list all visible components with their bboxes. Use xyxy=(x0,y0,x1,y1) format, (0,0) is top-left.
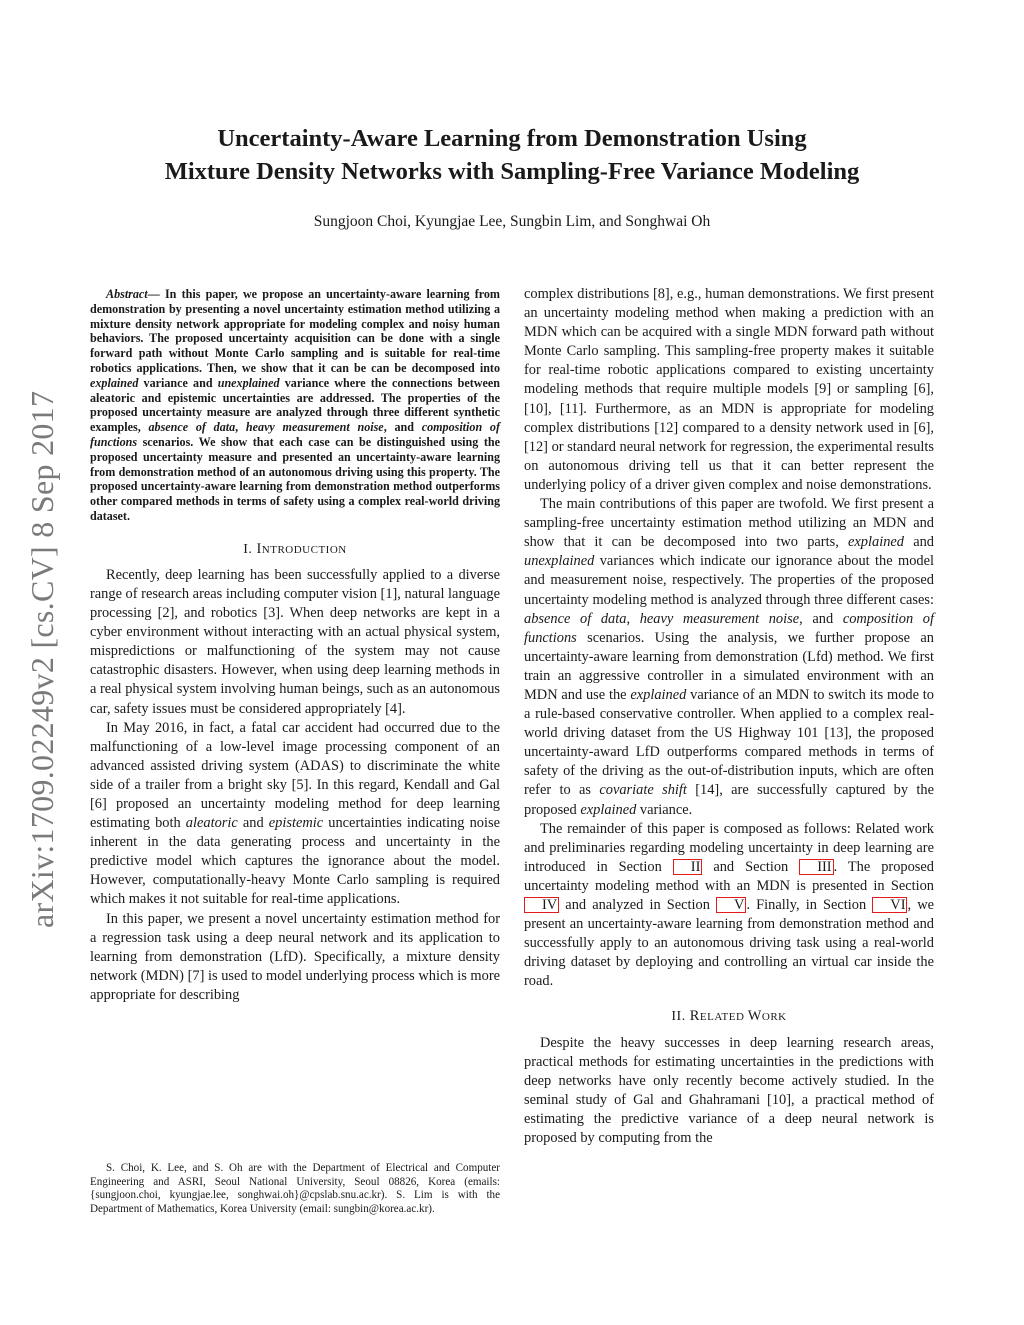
contributions-paragraph xyxy=(524,495,934,820)
section-heading-related-work xyxy=(524,1007,934,1027)
paragraph-text: , and xyxy=(799,610,843,627)
section-ref-link-iv[interactable]: IV xyxy=(524,897,559,913)
right-paragraph-1: complex distributions [8], e.g., human demonstrations. We first present an uncertainty modeling method when making a prediction with an MDN which can be acquired with a single MDN forward path without Monte Carlo sampling. This sampling-free property makes it suitable for real-time robotic applications compared to existing uncertainty modeling methods that require multiple models [9] or sampling [6], [10], [11]. Furthermore, as an MDN is appropriate for modeling complex distributions [12] compared to a density network used in [6], [12] or standard neural network for regression, the experimental results on autonomous driving tell us that it can better represent the underlying policy of a driver given complex and noise demonstrations. xyxy=(524,286,934,493)
abstract-text: In this paper, we propose an uncertainty-aware learning from demonstration by presenting a novel uncertainty estimation method utilizing a mixture density network appropriate for modeling complex and noisy human behaviors. The proposed uncertainty acquisition can be done with a single forward path without Monte Carlo sampling and is suitable for real-time robotics applications. Then, we show that it can be can be decomposed into xyxy=(90,287,500,375)
paragraph-text: The main contributions of this paper are twofold. We first present a sampling-free uncertainty estimation method utilizing an MDN and show that it can be decomposed into two parts, xyxy=(524,496,934,551)
paragraph-text: variance of an MDN to switch its mode to a rule-based conservative controller. When applied to a complex real-world driving dataset from the US Highway 101 [13], the proposed uncertainty-award LfD outperforms compared methods in terms of safety of the driving as the out-of-distribution inputs, which are often refer to as xyxy=(524,686,934,799)
abstract-text: variance where the connections between aleatoric and epistemic uncertainties are addressed. The properties of the proposed uncertainty measure are analyzed through three different synthetic examples, xyxy=(90,375,501,435)
arxiv-identifier: arXiv:1709.02249v2 [cs.CV] 8 Sep 2017 xyxy=(24,390,60,928)
emphasis: heavy measurement noise xyxy=(639,610,800,627)
related-work-paragraph: Despite the heavy successes in deep learning research areas, practical methods for estimating uncertainties in the predictions with deep networks have only recently become actively studied. In the seminal study of Gal and Ghahramani [10], a practical method of estimating the predictive variance of a deep neural network is proposed by computing from the xyxy=(524,1034,934,1147)
paragraph-text: variance. xyxy=(636,801,693,818)
paragraph-text: . Finally, in Section xyxy=(746,897,873,913)
section-ref-link-v[interactable]: V xyxy=(716,897,746,913)
emphasis: composition of functions xyxy=(524,610,935,646)
paragraph-text: and Section xyxy=(702,858,800,875)
intro-paragraph-2 xyxy=(90,719,500,910)
section-title-initial: I xyxy=(256,540,262,557)
abstract-label: Abstract xyxy=(106,287,148,301)
paragraph-text: uncertainties indicating noise inherent in the data generating process and uncertainty in the predictive model which captures the ignorance about the model. However, computationally-heavy Monte Carlo sampling is required which makes it not suitable for real-time applications. xyxy=(90,815,500,908)
emphasis: explained xyxy=(630,686,687,703)
paragraph-text: The remainder of this paper is composed as follows: Related work and preliminaries regarding modeling uncertainty in deep learning are introduced in Section xyxy=(524,820,934,875)
section-ref-link-iii[interactable]: III xyxy=(799,859,833,875)
emphasis: explained xyxy=(580,801,637,818)
paragraph-text: [14], are successfully captured by the proposed xyxy=(524,782,934,818)
abstract-text: , xyxy=(235,420,246,435)
emphasis: unexplained xyxy=(524,553,595,570)
abstract-text: variance and xyxy=(138,375,218,390)
intro-paragraph-1: Recently, deep learning has been successfully applied to a diverse range of research areas including computer vision [1], natural language processing [2], and robotics [3]. When deep networks are kept in a cyber environment without interacting with an actual physical system, mispredictions or malfunctioning of the system may not cause catastrophic disasters. However, when using deep learning methods in a real physical system involving human beings, such as an autonomous car, safety issues must be considered appropriately [4]. xyxy=(90,566,500,717)
abstract-text: , and xyxy=(383,420,422,435)
paragraph-text: . The proposed uncertainty modeling method with an MDN is presented in Section xyxy=(524,858,934,894)
author-affiliation-footnote: S. Choi, K. Lee, and S. Oh are with the Department of Electrical and Computer Engineering and ASRI, Seoul National University, Seoul 08826, Korea (emails: {sungjoon.choi, kyungjae.lee, songhwai.oh}@cpslab.snu.ac.kr). S. Lim is with the Department of Mathematics, Korea University (email: sungbin@korea.ac.kr). xyxy=(90,1162,500,1215)
author-list: Sungjoon Choi, Kyungjae Lee, Sungbin Lim, and Songhwai Oh xyxy=(313,213,711,230)
section-title-initial: R xyxy=(689,1008,700,1025)
emphasis: absence of data xyxy=(524,610,627,627)
paragraph-text: , we present an uncertainty-aware learning from demonstration method and successfully apply to an autonomous driving task using a real-world driving dataset by deploying and controlling an virtual car inside the road. xyxy=(524,897,934,990)
paper-title xyxy=(90,122,934,188)
paragraph-text: and xyxy=(237,815,269,832)
section-number: II. xyxy=(671,1009,690,1025)
abstract-keyword: composition of functions xyxy=(90,420,500,449)
intro-paragraph-3: In this paper, we present a novel uncertainty estimation method for a regression task using a deep neural network and its application to learning from demonstration (LfD). Specifically, a mixture density network (MDN) [7] is used to model underlying process which is more appropriate for describing xyxy=(90,910,500,1003)
section-ref-link-ii[interactable]: II xyxy=(673,859,703,875)
abstract-keyword: explained xyxy=(90,375,139,390)
section-title-rest: ELATED xyxy=(699,1011,748,1024)
section-title-rest: NTRODUCTION xyxy=(261,543,347,556)
paragraph-text: In May 2016, in fact, a fatal car accident had occurred due to the malfunctioning of a low-level image processing component of an advanced assisted driving system (ADAS) to discriminate the white side of a trailer from a bright sky [5]. In this regard, Kendall and Gal [6] proposed an uncertainty modeling method for deep learning estimating both xyxy=(90,719,500,832)
abstract-keyword: heavy measurement noise xyxy=(245,420,384,435)
emphasis: epistemic xyxy=(268,815,324,832)
section-title-rest: ORK xyxy=(761,1011,787,1024)
left-column xyxy=(90,287,500,1005)
abstract-text: scenarios. We show that each case can be distinguished using the proposed uncertainty measure and presented an uncertainty-aware learning from demonstration method of an autonomous driving using this property. The proposed uncertainty-aware learning from demonstration method outperforms other compared methods in terms of safety using a complex real-world driving dataset. xyxy=(90,434,500,523)
emphasis: aleatoric xyxy=(185,815,238,832)
emphasis: covariate shift xyxy=(599,782,687,799)
paragraph-text: and analyzed in Section xyxy=(559,897,717,913)
paragraph-text: variances which indicate our ignorance about the model and measurement noise, respectively. The properties of the proposed uncertainty modeling method is analyzed through three different cases: xyxy=(524,553,934,608)
emphasis: explained xyxy=(848,534,904,551)
title-line-2: Mixture Density Networks with Sampling-Free Variance Modeling xyxy=(164,158,860,185)
right-column xyxy=(524,285,934,1148)
abstract-dash: — xyxy=(147,287,165,301)
outline-paragraph xyxy=(524,820,934,992)
section-ref-link-vi[interactable]: VI xyxy=(872,897,907,913)
abstract xyxy=(90,287,500,524)
paragraph-text: , xyxy=(626,610,640,627)
section-heading-introduction xyxy=(90,540,500,560)
paragraph-text: and xyxy=(903,534,934,551)
title-line-1: Uncertainty-Aware Learning from Demonstration Using xyxy=(217,125,807,152)
paragraph-text: scenarios. Using the analysis, we further propose an uncertainty-aware learning from demonstration (Lfd) method. We first train an aggressive controller in a simulated environment with an MDN and use the xyxy=(524,629,934,703)
abstract-keyword: unexplained xyxy=(217,375,280,390)
section-number: I. xyxy=(243,541,257,557)
section-title-initial: W xyxy=(747,1008,762,1025)
abstract-keyword: absence of data xyxy=(148,420,236,435)
